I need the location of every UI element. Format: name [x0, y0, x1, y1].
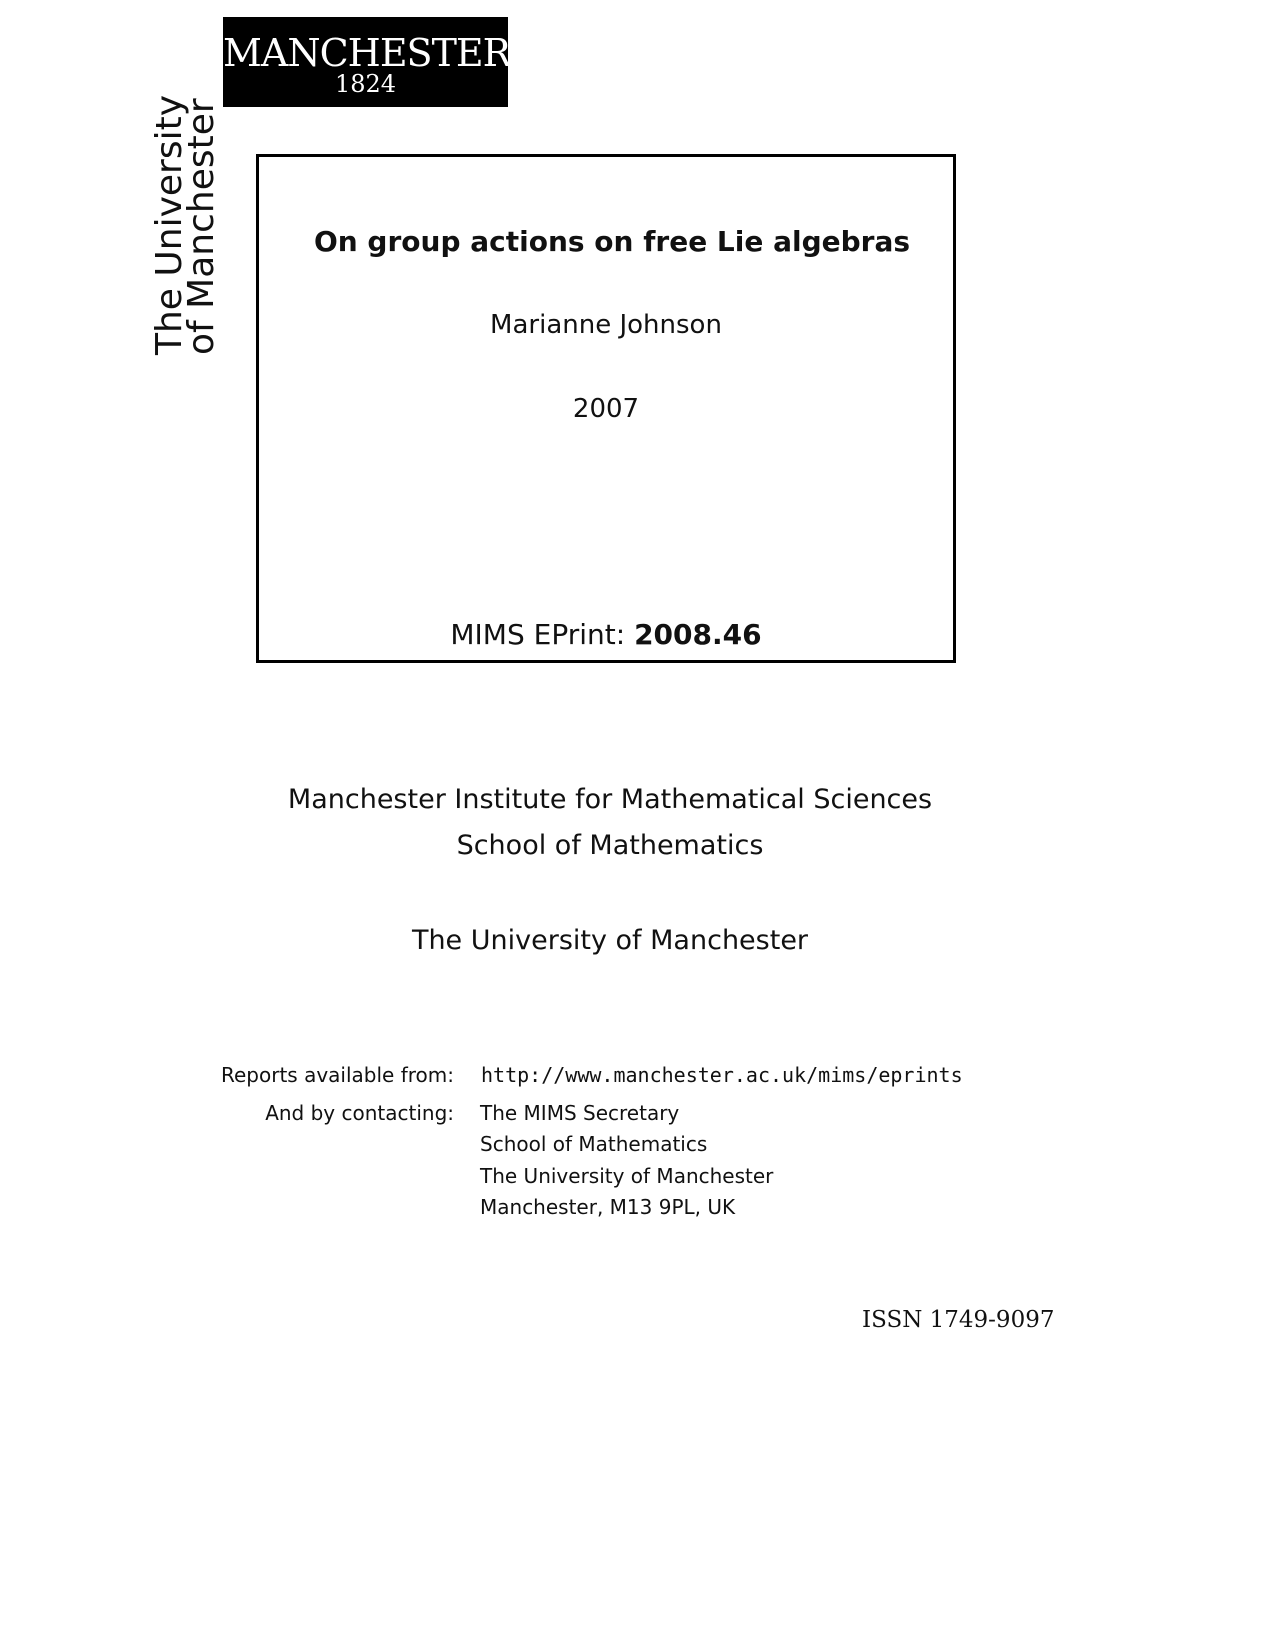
contact-label: And by contacting: — [265, 1101, 454, 1125]
eprint-line — [259, 618, 953, 652]
paper-year: 2007 — [572, 394, 640, 424]
issn-number: ISSN 1749-9097 — [862, 1307, 1055, 1333]
eprint-label: MIMS EPrint: — [450, 618, 626, 651]
logo-wordmark: MANCHESTER — [223, 31, 511, 75]
logo-vertical-text — [149, 95, 222, 355]
school-name: School of Mathematics — [456, 830, 764, 861]
address-line-2: School of Mathematics — [480, 1132, 708, 1156]
logo-vertical-line-2: of Manchester — [181, 98, 222, 355]
reports-url-link[interactable]: http://www.manchester.ac.uk/mims/eprints — [481, 1063, 963, 1087]
address-line-3: The University of Manchester — [480, 1164, 774, 1188]
paper-author: Marianne Johnson — [490, 310, 722, 340]
address-line-4: Manchester, M13 9PL, UK — [480, 1195, 736, 1219]
paper-title: On group actions on free Lie algebras — [313, 225, 911, 258]
logo-year: 1824 — [334, 70, 397, 98]
institute-name: Manchester Institute for Mathematical Sciences — [287, 784, 933, 815]
reports-label: Reports available from: — [221, 1063, 454, 1087]
address-line-1: The MIMS Secretary — [480, 1101, 680, 1125]
eprint-number: 2008.46 — [634, 618, 762, 651]
university-logo — [223, 17, 511, 107]
logo-vertical-line-1: The University — [149, 95, 190, 355]
title-box — [256, 154, 956, 663]
university-name: The University of Manchester — [411, 925, 809, 956]
